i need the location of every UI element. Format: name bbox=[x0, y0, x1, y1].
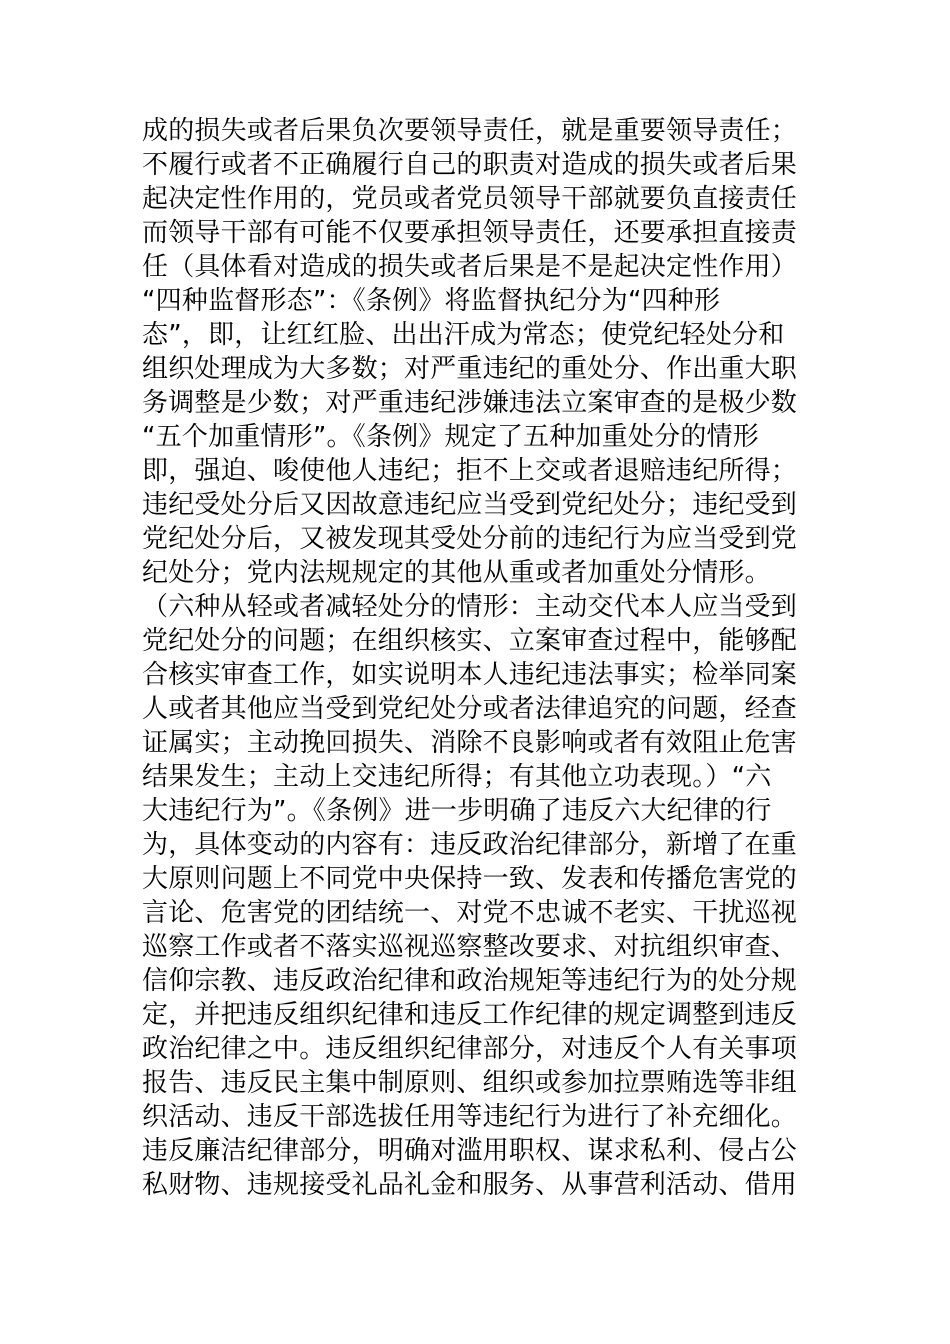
text-line: 违反廉洁纪律部分，明确对滥用职权、谋求私利、侵占公 bbox=[142, 1136, 798, 1166]
text-line: “四种监督形态”：《条例》将监督执纪分为“四种形 bbox=[142, 286, 721, 316]
text-line: 大违纪行为”。《条例》进一步明确了违反六大纪律的行 bbox=[142, 796, 772, 826]
text-line: 织活动、违反干部选拔任用等违纪行为进行了补充细化。 bbox=[142, 1102, 798, 1132]
text-line: 起决定性作用的，党员或者党员领导干部就要负直接责任 bbox=[142, 184, 798, 214]
text-line: 政治纪律之中。违反组织纪律部分，对违反个人有关事项 bbox=[142, 1034, 798, 1064]
text-line: “五个加重情形”。《条例》规定了五种加重处分的情形 bbox=[142, 422, 759, 452]
text-line: 定，并把违反组织纪律和违反工作纪律的规定调整到违反 bbox=[142, 1000, 798, 1030]
text-line: 结果发生；主动上交违纪所得；有其他立功表现。）“六 bbox=[142, 762, 772, 792]
text-line: 合核实审查工作，如实说明本人违纪违法事实；检举同案 bbox=[142, 660, 798, 690]
text-line: 违纪受处分后又因故意违纪应当受到党纪处分；违纪受到 bbox=[142, 490, 798, 520]
text-line: 私财物、违规接受礼品礼金和服务、从事营利活动、借用 bbox=[142, 1170, 798, 1200]
text-line: 组织处理成为大多数；对严重违纪的重处分、作出重大职 bbox=[142, 354, 798, 384]
text-line: 党纪处分的问题；在组织核实、立案审查过程中，能够配 bbox=[142, 626, 798, 656]
text-line: 党纪处分后，又被发现其受处分前的违纪行为应当受到党 bbox=[142, 524, 798, 554]
text-line: （六种从轻或者减轻处分的情形：主动交代本人应当受到 bbox=[142, 592, 798, 622]
text-line: 态”，即，让红红脸、出出汗成为常态；使党纪轻处分和 bbox=[142, 320, 785, 350]
text-line: 而领导干部有可能不仅要承担领导责任，还要承担直接责 bbox=[142, 218, 798, 248]
text-line: 人或者其他应当受到党纪处分或者法律追究的问题，经查 bbox=[142, 694, 798, 724]
body-text bbox=[142, 114, 812, 1202]
text-line: 报告、违反民主集中制原则、组织或参加拉票贿选等非组 bbox=[142, 1068, 798, 1098]
text-line: 不履行或者不正确履行自己的职责对造成的损失或者后果 bbox=[142, 150, 798, 180]
text-line: 成的损失或者后果负次要领导责任，就是重要领导责任； bbox=[142, 116, 798, 146]
text-line: 证属实；主动挽回损失、消除不良影响或者有效阻止危害 bbox=[142, 728, 798, 758]
text-line: 即，强迫、唆使他人违纪；拒不上交或者退赔违纪所得； bbox=[142, 456, 798, 486]
text-line: 务调整是少数；对严重违纪涉嫌违法立案审查的是极少数 bbox=[142, 388, 798, 418]
text-line: 信仰宗教、违反政治纪律和政治规矩等违纪行为的处分规 bbox=[142, 966, 798, 996]
text-line: 纪处分；党内法规规定的其他从重或者加重处分情形。 bbox=[142, 558, 771, 588]
text-line: 言论、危害党的团结统一、对党不忠诚不老实、干扰巡视 bbox=[142, 898, 798, 928]
text-line: 任（具体看对造成的损失或者后果是不是起决定性作用） bbox=[142, 252, 798, 282]
text-line: 为，具体变动的内容有：违反政治纪律部分，新增了在重 bbox=[142, 830, 798, 860]
text-line: 大原则问题上不同党中央保持一致、发表和传播危害党的 bbox=[142, 864, 798, 894]
text-line: 巡察工作或者不落实巡视巡察整改要求、对抗组织审查、 bbox=[142, 932, 798, 962]
